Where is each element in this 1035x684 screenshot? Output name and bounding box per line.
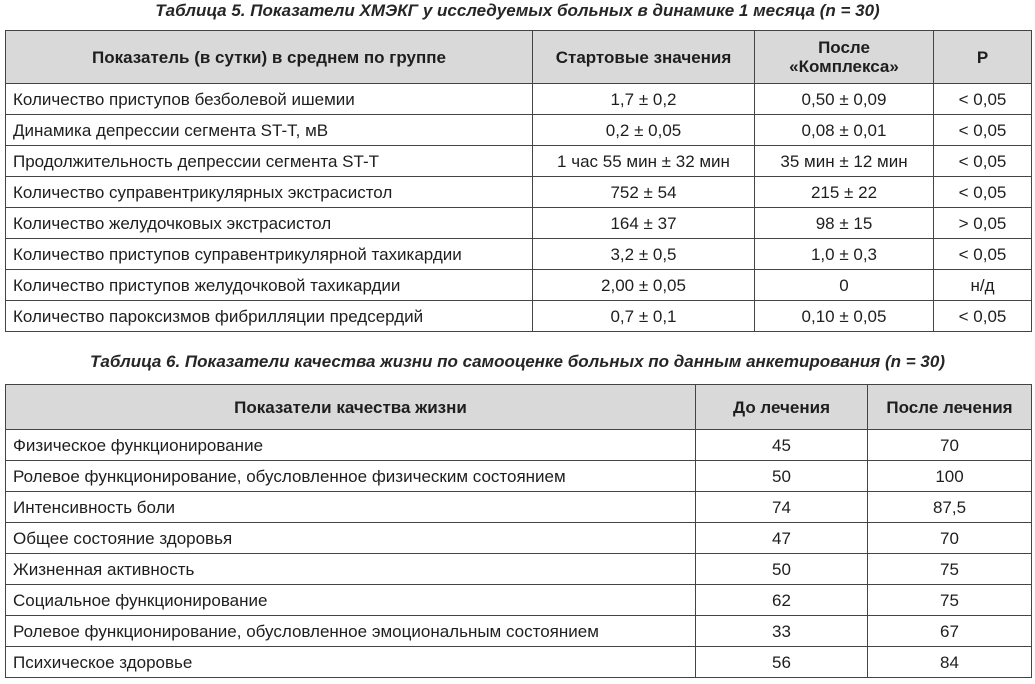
- p-value: < 0,05: [934, 146, 1032, 177]
- p-value: н/д: [934, 270, 1032, 301]
- before-value: 56: [696, 647, 868, 678]
- before-value: 50: [696, 554, 868, 585]
- table5-caption: Таблица 5. Показатели ХМЭКГ у исследуемых больных в динамике 1 месяца (n = 30): [155, 1, 880, 20]
- table5-header-indicator: Показатель (в сутки) в среднем по группе: [6, 31, 533, 84]
- p-value: > 0,05: [934, 208, 1032, 239]
- after-value: 1,0 ± 0,3: [755, 239, 934, 270]
- table6-header-row: [6, 385, 1032, 430]
- before-value: 45: [696, 430, 868, 461]
- after-value: 75: [868, 585, 1032, 616]
- table6: [5, 384, 1032, 678]
- before-value: 50: [696, 461, 868, 492]
- table-row: [6, 239, 1032, 270]
- after-value: 87,5: [868, 492, 1032, 523]
- table-row: [6, 461, 1032, 492]
- after-value: 35 мин ± 12 мин: [755, 146, 934, 177]
- start-value: 0,2 ± 0,05: [533, 115, 755, 146]
- start-value: 3,2 ± 0,5: [533, 239, 755, 270]
- after-value: 98 ± 15: [755, 208, 934, 239]
- indicator-name: Количество пароксизмов фибрилляции предсердий: [6, 301, 533, 332]
- start-value: 2,00 ± 0,05: [533, 270, 755, 301]
- table5-header-p: Р: [934, 31, 1032, 84]
- before-value: 33: [696, 616, 868, 647]
- table-row: [6, 430, 1032, 461]
- after-value: 84: [868, 647, 1032, 678]
- table-row: [6, 84, 1032, 115]
- table5-header-after: [755, 31, 934, 84]
- p-value: < 0,05: [934, 115, 1032, 146]
- before-value: 74: [696, 492, 868, 523]
- indicator-name: Количество приступов безболевой ишемии: [6, 84, 533, 115]
- after-value: 0: [755, 270, 934, 301]
- table-row: [6, 146, 1032, 177]
- start-value: 164 ± 37: [533, 208, 755, 239]
- table6-header-before: До лечения: [696, 385, 868, 430]
- table-row: [6, 115, 1032, 146]
- indicator-name: Интенсивность боли: [6, 492, 696, 523]
- p-value: < 0,05: [934, 301, 1032, 332]
- before-value: 47: [696, 523, 868, 554]
- table-row: [6, 647, 1032, 678]
- indicator-name: Общее состояние здоровья: [6, 523, 696, 554]
- indicator-name: Количество желудочковых экстрасистол: [6, 208, 533, 239]
- p-value: < 0,05: [934, 239, 1032, 270]
- table6-header-indicator: Показатели качества жизни: [6, 385, 696, 430]
- table-row: [6, 523, 1032, 554]
- table-row: [6, 492, 1032, 523]
- table5-header-after-line2: «Комплекса»: [789, 57, 899, 76]
- after-value: 0,10 ± 0,05: [755, 301, 934, 332]
- table-row: [6, 270, 1032, 301]
- indicator-name: Продолжительность депрессии сегмента ST-T: [6, 146, 533, 177]
- after-value: 70: [868, 523, 1032, 554]
- after-value: 0,50 ± 0,09: [755, 84, 934, 115]
- table-row: [6, 585, 1032, 616]
- table-row: [6, 554, 1032, 585]
- start-value: 1,7 ± 0,2: [533, 84, 755, 115]
- p-value: < 0,05: [934, 84, 1032, 115]
- table5-header-row: [6, 31, 1032, 84]
- indicator-name: Социальное функционирование: [6, 585, 696, 616]
- after-value: 75: [868, 554, 1032, 585]
- indicator-name: Психическое здоровье: [6, 647, 696, 678]
- start-value: 0,7 ± 0,1: [533, 301, 755, 332]
- table6-header-after: После лечения: [868, 385, 1032, 430]
- indicator-name: Количество приступов суправентрикулярной тахикардии: [6, 239, 533, 270]
- indicator-name: Жизненная активность: [6, 554, 696, 585]
- start-value: 752 ± 54: [533, 177, 755, 208]
- table6-caption: Таблица 6. Показатели качества жизни по самооценке больных по данным анкетирования (n = 30): [89, 352, 946, 371]
- indicator-name: Ролевое функционирование, обусловленное эмоциональным состоянием: [6, 616, 696, 647]
- table5-header-after-line1: После: [818, 38, 870, 57]
- p-value: < 0,05: [934, 177, 1032, 208]
- start-value: 1 час 55 мин ± 32 мин: [533, 146, 755, 177]
- before-value: 62: [696, 585, 868, 616]
- after-value: 215 ± 22: [755, 177, 934, 208]
- table5-header-start: Стартовые значения: [533, 31, 755, 84]
- table-row: [6, 616, 1032, 647]
- table-row: [6, 301, 1032, 332]
- indicator-name: Физическое функционирование: [6, 430, 696, 461]
- table-row: [6, 177, 1032, 208]
- after-value: 0,08 ± 0,01: [755, 115, 934, 146]
- after-value: 67: [868, 616, 1032, 647]
- indicator-name: Количество суправентрикулярных экстрасистол: [6, 177, 533, 208]
- after-value: 100: [868, 461, 1032, 492]
- indicator-name: Количество приступов желудочковой тахикардии: [6, 270, 533, 301]
- indicator-name: Динамика депрессии сегмента ST-T, мВ: [6, 115, 533, 146]
- table-row: [6, 208, 1032, 239]
- indicator-name: Ролевое функционирование, обусловленное физическим состоянием: [6, 461, 696, 492]
- after-value: 70: [868, 430, 1032, 461]
- table5: [5, 30, 1032, 332]
